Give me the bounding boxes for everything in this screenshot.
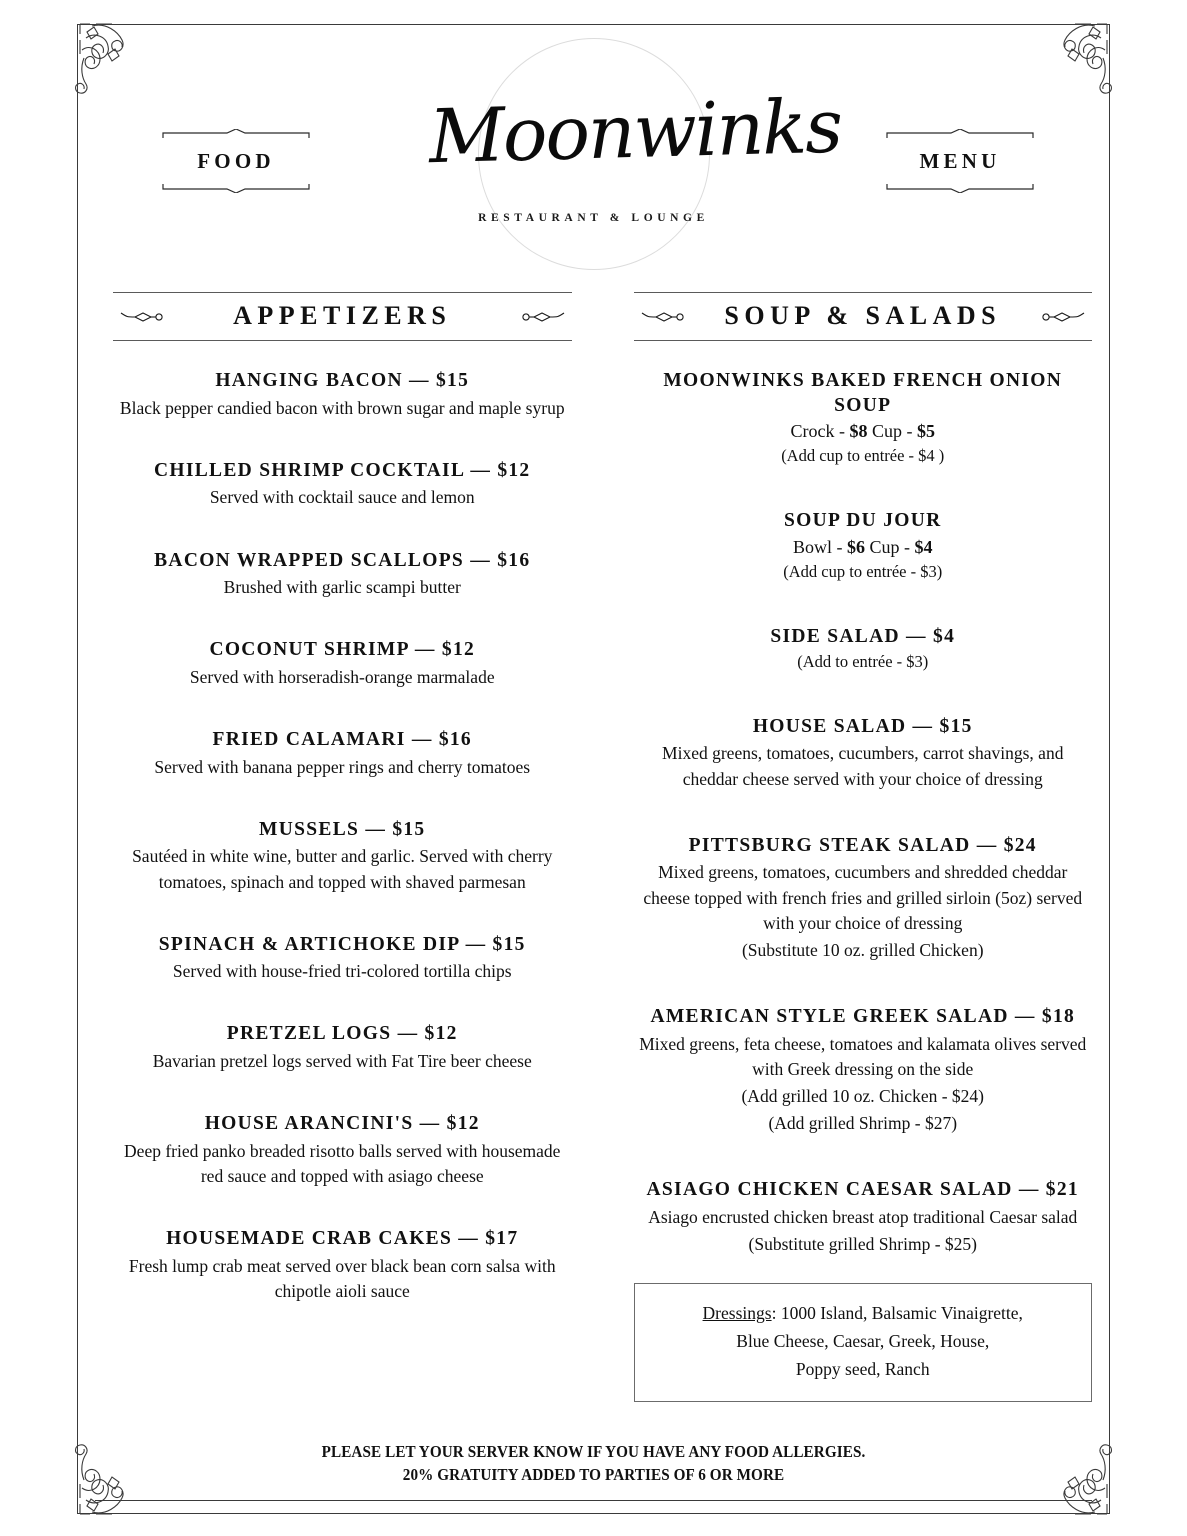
- item-name: SOUP DU JOUR: [783, 510, 942, 532]
- item-description: Fresh lump crab meat served over black bean corn salsa with chipotle aioli sauce: [128, 1255, 556, 1301]
- item-note: (Add grilled 10 oz. Chicken - $24): [741, 1086, 984, 1107]
- menu-columns: [77, 292, 1110, 1402]
- item-note: (Add to entrée - $3): [797, 651, 929, 671]
- item-description: Served with banana pepper rings and cherry tomatoes: [154, 756, 531, 777]
- price-label-1: Bowl -: [793, 536, 847, 557]
- menu-item: [113, 638, 572, 690]
- section-header-appetizers: [113, 292, 572, 341]
- restaurant-logo: [427, 28, 842, 298]
- item-name: FRIED CALAMARI — $16: [212, 729, 472, 750]
- food-badge: [161, 129, 311, 193]
- dressings-label: Dressings: [702, 1303, 772, 1324]
- item-description: Deep fried panko breaded risotto balls served with housemade red sauce and topped with asiago cheese: [124, 1140, 561, 1186]
- item-name: MUSSELS — $15: [259, 818, 426, 840]
- dressings-line-2: Blue Cheese, Caesar, Greek, House,: [736, 1331, 990, 1352]
- price-label-1: Crock -: [790, 421, 850, 442]
- badge-rule-top: [161, 129, 311, 139]
- flourish-diamond-icon: [119, 310, 165, 324]
- menu-item: [113, 1227, 572, 1304]
- menu-item: [113, 369, 572, 421]
- price-value-2: $4: [914, 536, 933, 557]
- menu-item: [634, 369, 1093, 467]
- menu-item: [113, 818, 572, 895]
- food-badge-label: FOOD: [197, 149, 275, 173]
- item-note: (Substitute 10 oz. grilled Chicken): [741, 939, 984, 960]
- badge-rule-top: [885, 129, 1035, 139]
- item-name: HOUSE SALAD — $15: [752, 715, 973, 737]
- item-description: Black pepper candied bacon with brown sugar and maple syrup: [119, 397, 565, 418]
- badge-rule-bottom: [161, 183, 311, 193]
- item-price-line: [634, 535, 1093, 560]
- flourish-diamond-icon: [1040, 310, 1086, 324]
- item-description: Served with horseradish-orange marmalade: [189, 666, 495, 687]
- menu-item: [634, 625, 1093, 673]
- price-label-2: Cup -: [867, 421, 917, 442]
- item-note: (Add cup to entrée - $4 ): [781, 446, 945, 466]
- footer-gratuity-notice: 20% GRATUITY ADDED TO PARTIES OF 6 OR MORE: [402, 1465, 785, 1485]
- item-name: COCONUT SHRIMP — $12: [209, 639, 476, 661]
- menu-badge-label: MENU: [919, 149, 1001, 173]
- item-name: SIDE SALAD — $4: [770, 626, 956, 648]
- item-description: Bavarian pretzel logs served with Fat Tire beer cheese: [152, 1051, 532, 1071]
- item-price-line: [634, 419, 1093, 444]
- menu-header: [77, 24, 1110, 294]
- item-name: BACON WRAPPED SCALLOPS — $16: [154, 549, 531, 571]
- menu-footer: [77, 1440, 1110, 1487]
- item-name: SPINACH & ARTICHOKE DIP — $15: [158, 933, 526, 955]
- section-header-soup-salads: [634, 292, 1093, 341]
- item-description: Mixed greens, tomatoes, cucumbers and shredded cheddar cheese topped with french fries and grilled sirloin (5oz) served with your choice of dressing: [643, 862, 1083, 933]
- price-label-2: Cup -: [865, 536, 915, 557]
- soup-salads-column: [634, 292, 1093, 1402]
- menu-item: [113, 728, 572, 780]
- item-description: Served with house-fried tri-colored tortilla chips: [172, 961, 512, 982]
- flourish-diamond-icon: [640, 310, 686, 324]
- item-note-secondary: (Add grilled Shrimp - $27): [768, 1113, 958, 1134]
- item-name: ASIAGO CHICKEN CAESAR SALAD — $21: [646, 1179, 1079, 1201]
- appetizers-column: [113, 292, 572, 1402]
- section-title: SOUP & SALADS: [724, 301, 1002, 330]
- price-value-1: $8: [849, 421, 868, 442]
- item-name: HANGING BACON — $15: [215, 370, 470, 391]
- item-description: Mixed greens, feta cheese, tomatoes and kalamata olives served with Greek dressing on the side: [639, 1033, 1087, 1079]
- item-name: PITTSBURG STEAK SALAD — $24: [688, 834, 1037, 856]
- item-description: Sautéed in white wine, butter and garlic. Served with cherry tomatoes, spinach and topped with shaved parmesan: [132, 846, 553, 892]
- menu-item: [634, 834, 1093, 963]
- menu-item: [113, 933, 572, 985]
- menu-item: [634, 1178, 1093, 1257]
- menu-badge: [885, 129, 1035, 193]
- menu-item: [113, 459, 572, 511]
- logo-tagline: RESTAURANT & LOUNGE: [478, 212, 709, 224]
- item-note: (Substitute grilled Shrimp - $25): [748, 1234, 977, 1255]
- item-note: (Add cup to entrée - $3): [783, 562, 943, 582]
- dressings-list-part-1: : 1000 Island, Balsamic Vinaigrette,: [771, 1303, 1023, 1324]
- menu-item: [634, 509, 1093, 583]
- item-name: CHILLED SHRIMP COCKTAIL — $12: [154, 459, 531, 481]
- dressings-line-3: Poppy seed, Ranch: [795, 1358, 930, 1379]
- menu-item: [113, 1112, 572, 1189]
- item-description: Brushed with garlic scampi butter: [223, 577, 461, 598]
- dressings-box: [634, 1283, 1093, 1402]
- section-title: APPETIZERS: [233, 301, 452, 330]
- dressings-line-1: [647, 1300, 1080, 1328]
- price-value-1: $6: [847, 536, 865, 557]
- flourish-diamond-icon: [520, 310, 566, 324]
- menu-item: [634, 715, 1093, 792]
- item-description: Mixed greens, tomatoes, cucumbers, carrot shavings, and cheddar cheese served with your choice of dressing: [662, 743, 1064, 789]
- price-value-2: $5: [916, 421, 935, 442]
- footer-allergy-notice: PLEASE LET YOUR SERVER KNOW IF YOU HAVE ANY FOOD ALLERGIES.: [321, 1442, 866, 1461]
- menu-item: [113, 1022, 572, 1074]
- item-name: HOUSEMADE CRAB CAKES — $17: [166, 1228, 519, 1250]
- item-name: PRETZEL LOGS — $12: [226, 1023, 458, 1045]
- menu-item: [634, 1005, 1093, 1136]
- item-description: Served with cocktail sauce and lemon: [209, 487, 475, 508]
- footer-divider-rule: [95, 1500, 1092, 1501]
- item-description: Asiago encrusted chicken breast atop traditional Caesar salad: [648, 1207, 1078, 1228]
- item-name: MOONWINKS BAKED FRENCH ONION SOUP: [663, 370, 1063, 416]
- item-name: HOUSE ARANCINI'S — $12: [204, 1113, 480, 1135]
- item-name: AMERICAN STYLE GREEK SALAD — $18: [650, 1006, 1076, 1028]
- menu-item: [113, 549, 572, 601]
- badge-rule-bottom: [885, 183, 1035, 193]
- logo-wordmark: Moonwinks: [427, 83, 842, 181]
